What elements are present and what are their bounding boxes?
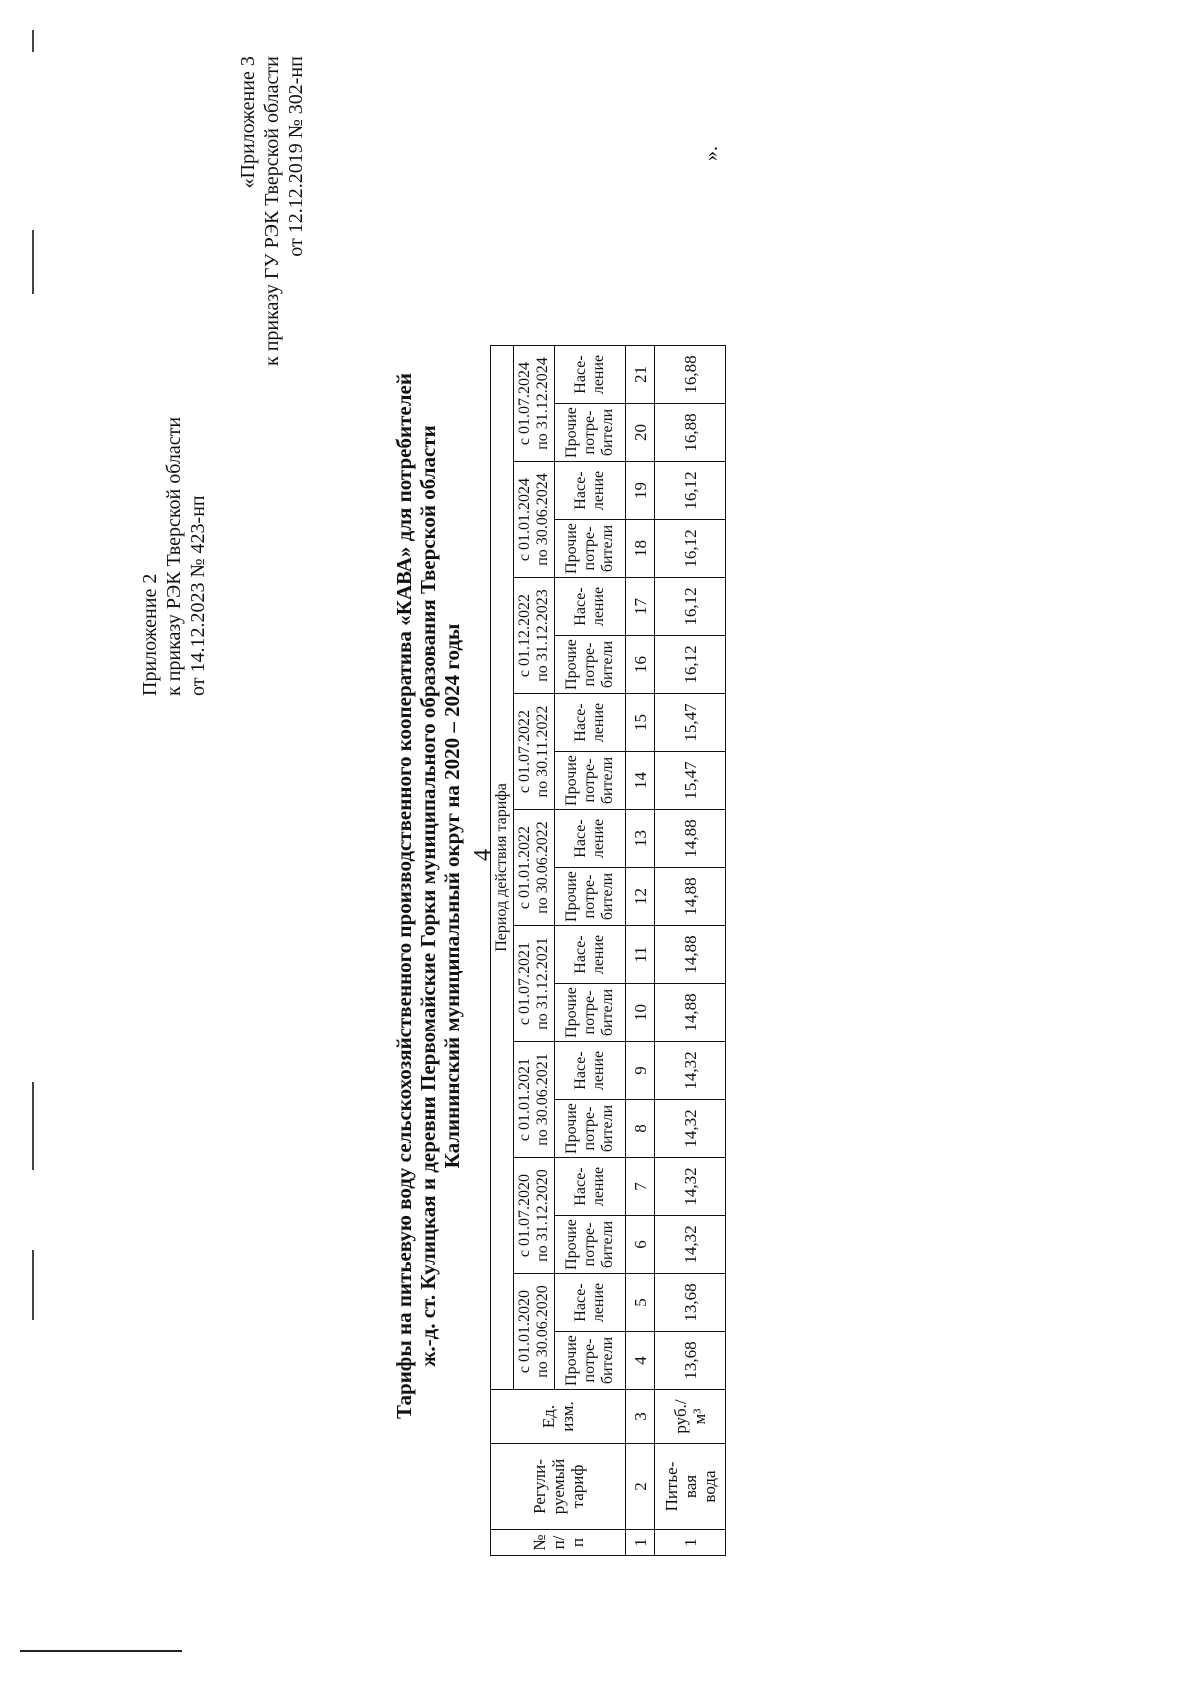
annex-line: Приложение 2 bbox=[139, 573, 161, 696]
period-header: с 01.12.2022 по 31.12.2023 bbox=[514, 578, 555, 694]
cell-value: 16,12 bbox=[655, 520, 726, 578]
period-header: с 01.01.2022 по 30.06.2022 bbox=[514, 810, 555, 926]
annex-line: к приказу ГУ РЭК Тверской области bbox=[261, 56, 283, 366]
page-number: 4 bbox=[470, 849, 496, 861]
title-line: Тарифы на питьевую воду сельскохозяйственного производственного кооператива «КАВА» для потребителей bbox=[392, 373, 416, 1419]
cell-value: 15,47 bbox=[655, 752, 726, 810]
tariff-table bbox=[490, 345, 726, 1556]
annex-line: к приказу РЭК Тверской области bbox=[163, 416, 185, 696]
subheader-row bbox=[555, 346, 626, 1556]
column-number: 18 bbox=[626, 520, 655, 578]
annex-line: от 12.12.2019 № 302-нп bbox=[285, 56, 307, 257]
cell-value: 14,88 bbox=[655, 810, 726, 868]
column-number: 13 bbox=[626, 810, 655, 868]
subheader-population: Насе- ление bbox=[555, 462, 626, 520]
cell-value: 14,32 bbox=[655, 1158, 726, 1216]
subheader-population: Насе- ление bbox=[555, 346, 626, 404]
cell-value: 14,32 bbox=[655, 1100, 726, 1158]
period-header: с 01.01.2020 по 30.06.2020 bbox=[514, 1274, 555, 1390]
subheader-population: Насе- ление bbox=[555, 1042, 626, 1100]
subheader-population: Насе- ление bbox=[555, 810, 626, 868]
column-number: 1 bbox=[626, 1530, 655, 1556]
period-header: с 01.01.2024 по 30.06.2024 bbox=[514, 462, 555, 578]
cell-value: 14,88 bbox=[655, 868, 726, 926]
title-line: ж.-д. ст. Кулицкая и деревни Первомайские Горки муниципального образования Тверской области bbox=[416, 425, 440, 1367]
column-number: 3 bbox=[626, 1390, 655, 1444]
subheader-other-consumers: Прочие потре- бители bbox=[555, 520, 626, 578]
header-row bbox=[491, 346, 514, 1556]
table-row bbox=[655, 346, 726, 1556]
cell-value: 14,88 bbox=[655, 984, 726, 1042]
subheader-other-consumers: Прочие потре- бители bbox=[555, 404, 626, 462]
header-period: Период действия тарифа bbox=[491, 346, 514, 1390]
cell-value: 16,12 bbox=[655, 578, 726, 636]
annex-reference-old bbox=[236, 56, 308, 366]
period-header: с 01.07.2020 по 31.12.2020 bbox=[514, 1158, 555, 1274]
column-number: 2 bbox=[626, 1444, 655, 1530]
document-title bbox=[392, 186, 464, 1606]
period-header: с 01.01.2021 по 30.06.2021 bbox=[514, 1042, 555, 1158]
subheader-other-consumers: Прочие потре- бители bbox=[555, 1332, 626, 1390]
cell-value: 15,47 bbox=[655, 694, 726, 752]
column-number: 4 bbox=[626, 1332, 655, 1390]
subheader-population: Насе- ление bbox=[555, 926, 626, 984]
cell-value: 16,12 bbox=[655, 462, 726, 520]
annex-reference-new bbox=[138, 417, 210, 696]
subheader-other-consumers: Прочие потре- бители bbox=[555, 636, 626, 694]
column-number-row bbox=[626, 346, 655, 1556]
table-body bbox=[491, 346, 726, 1556]
column-number: 7 bbox=[626, 1158, 655, 1216]
header-tariff: Регули- руемый тариф bbox=[491, 1444, 626, 1530]
period-row bbox=[514, 346, 555, 1556]
column-number: 6 bbox=[626, 1216, 655, 1274]
subheader-other-consumers: Прочие потре- бители bbox=[555, 1100, 626, 1158]
period-header: с 01.07.2022 по 30.11.2022 bbox=[514, 694, 555, 810]
cell-value: 16,88 bbox=[655, 404, 726, 462]
subheader-other-consumers: Прочие потре- бители bbox=[555, 1216, 626, 1274]
header-no: № п/ п bbox=[491, 1530, 626, 1556]
subheader-population: Насе- ление bbox=[555, 694, 626, 752]
subheader-population: Насе- ление bbox=[555, 1274, 626, 1332]
period-header: с 01.07.2024 по 31.12.2024 bbox=[514, 346, 555, 462]
subheader-other-consumers: Прочие потре- бители bbox=[555, 752, 626, 810]
cell-value: 13,68 bbox=[655, 1332, 726, 1390]
cell-value: 13,68 bbox=[655, 1274, 726, 1332]
subheader-population: Насе- ление bbox=[555, 578, 626, 636]
column-number: 5 bbox=[626, 1274, 655, 1332]
column-number: 12 bbox=[626, 868, 655, 926]
column-number: 11 bbox=[626, 926, 655, 984]
cell-value: 16,12 bbox=[655, 636, 726, 694]
subheader-population: Насе- ление bbox=[555, 1158, 626, 1216]
column-number: 20 bbox=[626, 404, 655, 462]
subheader-other-consumers: Прочие потре- бители bbox=[555, 984, 626, 1042]
cell-value: 14,32 bbox=[655, 1042, 726, 1100]
column-number: 21 bbox=[626, 346, 655, 404]
annex-line: от 14.12.2023 № 423-нп bbox=[187, 495, 209, 696]
column-number: 10 bbox=[626, 984, 655, 1042]
title-line: Калининский муниципальный округ на 2020 – 2024 годы bbox=[440, 623, 464, 1169]
cell-value: 14,32 bbox=[655, 1216, 726, 1274]
column-number: 16 bbox=[626, 636, 655, 694]
cell-value: 16,88 bbox=[655, 346, 726, 404]
header-unit: Ед. изм. bbox=[491, 1390, 626, 1444]
column-number: 19 bbox=[626, 462, 655, 520]
cell-unit: руб./ м³ bbox=[655, 1390, 726, 1444]
column-number: 8 bbox=[626, 1100, 655, 1158]
column-number: 15 bbox=[626, 694, 655, 752]
period-header: с 01.07.2021 по 31.12.2021 bbox=[514, 926, 555, 1042]
cell-tariff: Питье- вая вода bbox=[655, 1444, 726, 1530]
cell-value: 14,88 bbox=[655, 926, 726, 984]
annex-line: «Приложение 3 bbox=[237, 56, 259, 189]
cell-no: 1 bbox=[655, 1530, 726, 1556]
column-number: 9 bbox=[626, 1042, 655, 1100]
closing-quote: ». bbox=[700, 146, 722, 161]
subheader-other-consumers: Прочие потре- бители bbox=[555, 868, 626, 926]
column-number: 17 bbox=[626, 578, 655, 636]
column-number: 14 bbox=[626, 752, 655, 810]
